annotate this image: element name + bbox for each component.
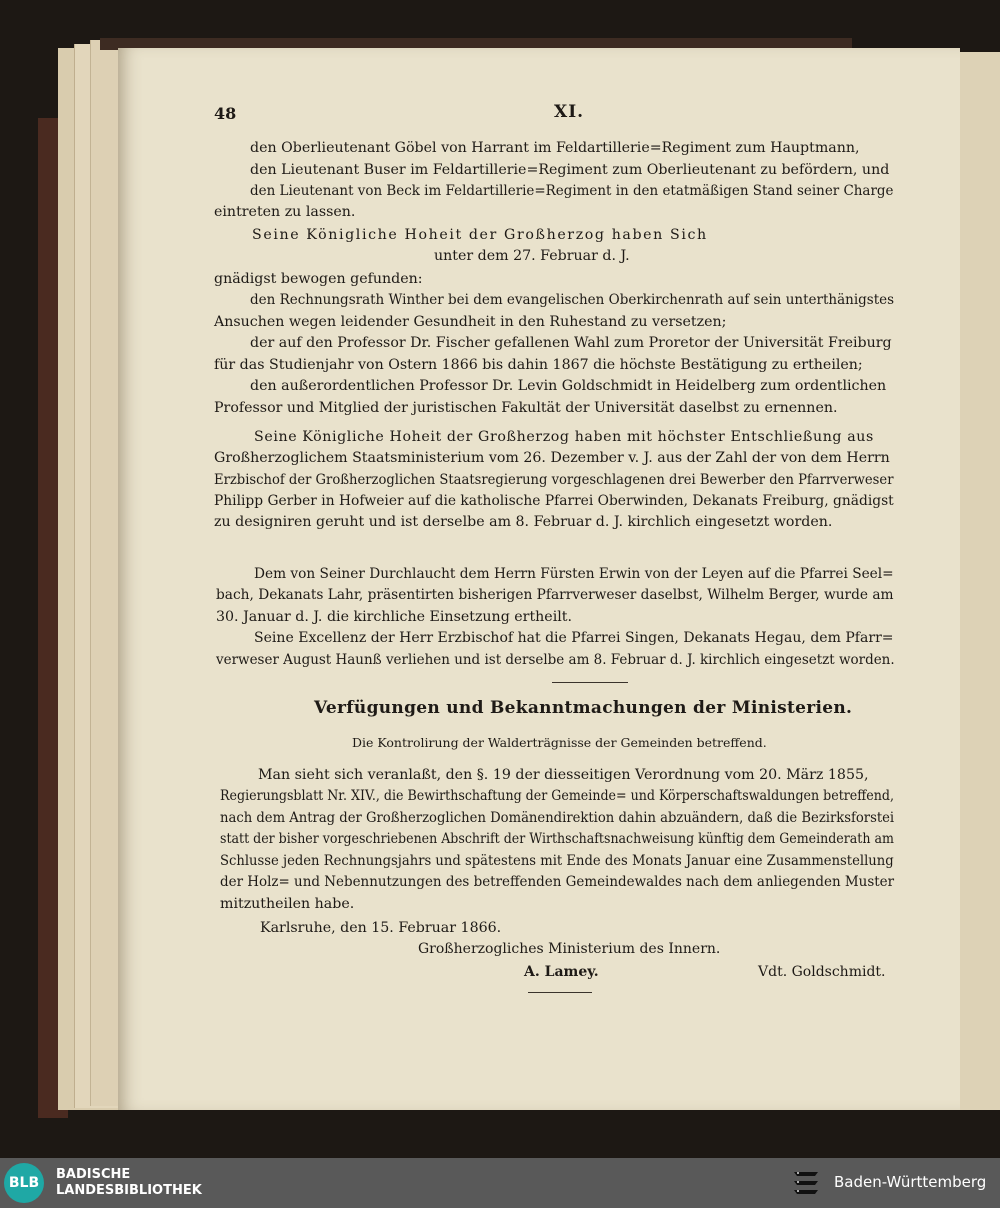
- document-page: [118, 48, 960, 1110]
- text-line: nach dem Antrag der Großherzoglichen Domänendirektion dahin abzuändern, daß die Bezirksforstei: [220, 810, 895, 826]
- text-line: bach, Dekanats Lahr, präsentirten bisherigen Pfarrverweser daselbst, Wilhelm Berger, wurde am: [216, 587, 894, 603]
- page-content: [118, 48, 960, 1110]
- text-line: 30. Januar d. J. die kirchliche Einsetzung ertheilt.: [216, 609, 572, 625]
- text-line: Dem von Seiner Durchlaucht dem Herrn Fürsten Erwin von der Leyen auf die Pfarrei Seel=: [254, 566, 894, 582]
- sheet-number: XI.: [554, 102, 585, 122]
- closing-divider: [528, 992, 592, 993]
- blb-logo-icon[interactable]: BLB: [4, 1163, 44, 1203]
- section-divider: [552, 682, 628, 683]
- library-name[interactable]: [56, 1167, 202, 1199]
- text-line: mitzutheilen habe.: [220, 896, 355, 912]
- text-line: den Rechnungsrath Winther bei dem evangelischen Oberkirchenrath auf sein unterthänigstes: [250, 292, 895, 308]
- text-line: Professor und Mitglied der juristischen Fakultät der Universität daselbst zu ernennen.: [214, 400, 838, 416]
- text-line: zu designiren geruht und ist derselbe am 8. Februar d. J. kirchlich eingesetzt worden.: [214, 514, 833, 530]
- text-line: verweser August Haunß verliehen und ist derselbe am 8. Februar d. J. kirchlich eingesetzt worden.: [216, 652, 895, 668]
- text-line: den Lieutenant Buser im Feldartillerie=Regiment zum Oberlieutenant zu befördern, und: [250, 162, 890, 178]
- library-name-line1: BADISCHE: [56, 1167, 131, 1182]
- countersignature: Vdt. Goldschmidt.: [758, 964, 886, 980]
- text-line: statt der bisher vorgeschriebenen Abschrift der Wirthschaftsnachweisung künftig dem Gemeinderath am: [220, 831, 894, 847]
- text-line: Ansuchen wegen leidender Gesundheit in den Ruhestand zu versetzen;: [214, 314, 727, 330]
- next-page-edge: [956, 52, 1000, 1110]
- text-line: Philipp Gerber in Hofweier auf die katholische Pfarrei Oberwinden, Dekanats Freiburg, gnädigst: [214, 493, 894, 509]
- three-lions-emblem-icon: [790, 1166, 824, 1200]
- text-line: Seine Königliche Hoheit der Großherzog haben Sich: [252, 227, 708, 243]
- text-line: den außerordentlichen Professor Dr. Levin Goldschmidt in Heidelberg zum ordentlichen: [250, 378, 887, 394]
- text-line: Schlusse jeden Rechnungsjahrs und spätestens mit Ende des Monats Januar eine Zusammenstellung: [220, 853, 894, 869]
- ministry-name: Großherzogliches Ministerium des Innern.: [418, 941, 721, 957]
- text-line: Seine Königliche Hoheit der Großherzog haben mit höchster Entschließung aus: [254, 429, 874, 445]
- text-line: der auf den Professor Dr. Fischer gefallenen Wahl zum Proretor der Universität Freiburg: [250, 335, 892, 351]
- text-line: Seine Excellenz der Herr Erzbischof hat die Pfarrei Singen, Dekanats Hegau, dem Pfarr=: [254, 630, 894, 646]
- text-line: eintreten zu lassen.: [214, 204, 356, 220]
- text-line: Erzbischof der Großherzoglichen Staatsregierung vorgeschlagenen drei Bewerber den Pfarrverweser: [214, 472, 894, 488]
- library-name-line2: LANDESBIBLIOTHEK: [56, 1183, 202, 1198]
- text-line: den Oberlieutenant Göbel von Harrant im Feldartillerie=Regiment zum Hauptmann,: [250, 140, 860, 156]
- section-subheading: Die Kontrolirung der Walderträgnisse der Gemeinden betreffend.: [352, 735, 767, 750]
- text-line: gnädigst bewogen gefunden:: [214, 271, 423, 287]
- text-line: Man sieht sich veranlaßt, den §. 19 der diesseitigen Verordnung vom 20. März 1855,: [258, 767, 869, 783]
- text-line: für das Studienjahr von Ostern 1866 bis dahin 1867 die höchste Bestätigung zu ertheilen;: [214, 357, 863, 373]
- text-line: Regierungsblatt Nr. XIV., die Bewirthschaftung der Gemeinde= und Körperschaftswaldungen betreffend,: [220, 788, 894, 804]
- text-line: der Holz= und Nebennutzungen des betreffenden Gemeindewaldes nach dem anliegenden Muster: [220, 874, 895, 890]
- signature: A. Lamey.: [524, 964, 599, 980]
- text-line: unter dem 27. Februar d. J.: [434, 248, 630, 264]
- place-date: Karlsruhe, den 15. Februar 1866.: [260, 920, 502, 936]
- page-number: 48: [214, 104, 237, 123]
- section-heading: Verfügungen und Bekanntmachungen der Ministerien.: [314, 698, 853, 718]
- text-line: Großherzoglichem Staatsministerium vom 26. Dezember v. J. aus der Zahl der von dem Herrn: [214, 450, 890, 466]
- footer-bar: [0, 1158, 1000, 1208]
- text-line: den Lieutenant von Beck im Feldartillerie=Regiment in den etatmäßigen Stand seiner Charge: [250, 183, 894, 199]
- partner-name[interactable]: Baden-Württemberg: [834, 1173, 987, 1191]
